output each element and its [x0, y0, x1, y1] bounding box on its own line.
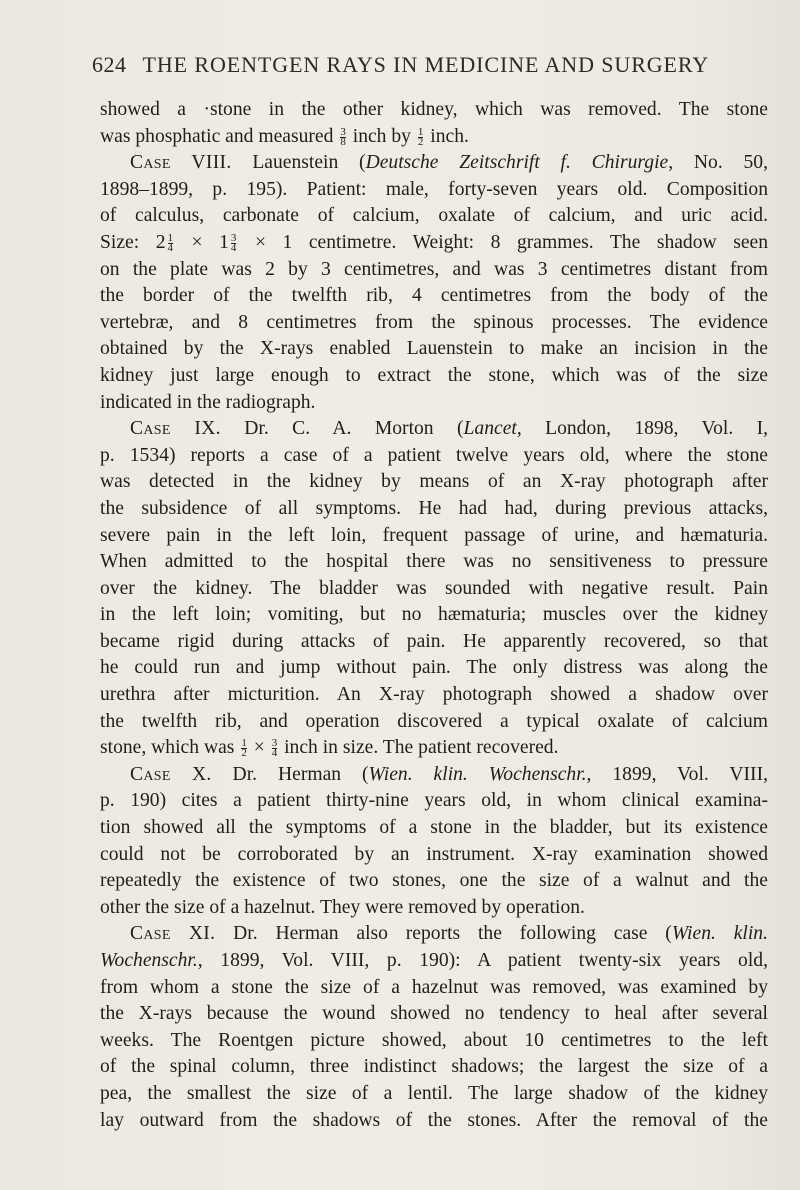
- text-line: 1898–1899, p. 195). Patient: male, forty-seven years old. Composition: [100, 178, 768, 200]
- text-line: severe pain in the left loin, frequent passage of urine, and hæmaturia.: [100, 524, 768, 546]
- text-line: Case IX. Dr. C. A. Morton (Lancet, London, 1898, Vol. I,: [130, 418, 769, 440]
- text-line: could not be corroborated by an instrument. X-ray examination showed: [100, 843, 768, 865]
- case-heading: Case VIII.: [130, 152, 232, 174]
- text-line: of calculus, carbonate of calcium, oxalate of calcium, and uric acid.: [100, 205, 768, 227]
- text-line: Case X. Dr. Herman (Wien. klin. Wochenschr., 1899, Vol. VIII,: [130, 763, 769, 785]
- page-number: 624: [92, 52, 127, 77]
- text-line: the X-rays because the wound showed no tendency to heal after several: [100, 1003, 768, 1025]
- text-line: Case VIII. Lauenstein (Deutsche Zeitschrift f. Chirurgie, No. 50,: [130, 152, 768, 174]
- fraction: $\frac{1}{4}$: [167, 231, 173, 254]
- journal-title: Deutsche Zeitschrift f. Chirurgie: [365, 152, 669, 174]
- text-line: on the plate was 2 by 3 centimetres, and was 3 centimetres distant from: [100, 258, 768, 280]
- running-title: THE ROENTGEN RAYS IN MEDICINE AND SURGERY: [142, 52, 710, 77]
- fraction: $\frac{3}{4}$: [230, 231, 237, 254]
- text-line: indicated in the radiograph.: [100, 391, 316, 413]
- text-line: obtained by the X-rays enabled Lauenstein to make an incision in the: [100, 338, 768, 360]
- text-line: over the kidney. The bladder was sounded with negative result. Pain: [100, 577, 768, 599]
- fraction: $\frac{1}{2}$: [417, 125, 424, 148]
- text-line: repeatedly the existence of two stones, one the size of a walnut and the: [100, 870, 768, 892]
- text-line: was phosphatic and measured $\frac{3}{8}$ inch by $\frac{1}{2}$ inch.: [100, 125, 469, 148]
- text-line: tion showed all the symptoms of a stone in the bladder, but its existence: [100, 817, 768, 839]
- journal-title: Wien. klin. Wochenschr.: [368, 763, 587, 785]
- fraction: $\frac{3}{8}$: [340, 125, 346, 148]
- case-heading: Case XI.: [130, 923, 216, 945]
- text-line: weeks. The Roentgen picture showed, about 10 centimetres to the left: [100, 1029, 768, 1051]
- text-line: When admitted to the hospital there was no sensitiveness to pressure: [100, 551, 768, 573]
- text-line: Case XI. Dr. Herman also reports the following case (Wien. klin.: [130, 923, 768, 945]
- journal-title: Lancet: [463, 418, 517, 440]
- text-line: from whom a stone the size of a hazelnut was removed, was examined by: [100, 976, 768, 998]
- fraction: $\frac{3}{4}$: [271, 737, 278, 760]
- text-line: of the spinal column, three indistinct shadows; the largest the size of a: [100, 1056, 768, 1078]
- text-line: Wochenschr., 1899, Vol. VIII, p. 190): A patient twenty-six years old,: [100, 950, 768, 971]
- text-line: in the left loin; vomiting, but no hæmaturia; muscles over the kidney: [100, 604, 768, 626]
- body-text: [100, 97, 768, 1134]
- text-line: other the size of a hazelnut. They were removed by operation.: [100, 896, 585, 918]
- text-line: the subsidence of all symptoms. He had had, during previous attacks,: [100, 497, 768, 519]
- case-heading: Case IX.: [130, 418, 221, 440]
- text-line: lay outward from the shadows of the stones. After the removal of the: [100, 1109, 768, 1131]
- text-line: showed a ·stone in the other kidney, which was removed. The stone: [100, 99, 768, 120]
- text-line: pea, the smallest the size of a lentil. The large shadow of the kidney: [100, 1082, 768, 1104]
- fraction: $\frac{1}{2}$: [241, 737, 247, 760]
- text-line: he could run and jump without pain. The only distress was along the: [100, 657, 768, 679]
- text-line: stone, which was $\frac{1}{2}$ × $\frac{3}{4}$ inch in size. The patient recovered.: [100, 737, 559, 760]
- journal-title: Wien. klin.: [671, 923, 768, 945]
- text-line: p. 1534) reports a case of a patient twelve years old, where the stone: [100, 444, 768, 466]
- text-line: the border of the twelfth rib, 4 centimetres from the body of the: [100, 285, 768, 307]
- text-line: vertebræ, and 8 centimetres from the spinous processes. The evidence: [100, 311, 768, 333]
- text-line: Size: 2 $\frac{1}{4}$ × 1 $\frac{3}{4}$ × 1 centimetre. Weight: 8 grammes. The shadow seen: [100, 231, 769, 254]
- text-line: urethra after micturition. An X-ray photograph showed a shadow over: [100, 684, 768, 706]
- text-line: was detected in the kidney by means of an X-ray photograph after: [100, 471, 768, 493]
- text-line: the twelfth rib, and operation discovered a typical oxalate of calcium: [100, 710, 768, 732]
- case-heading: Case X.: [130, 763, 212, 785]
- text-line: p. 190) cites a patient thirty-nine years old, in whom clinical examina-: [100, 790, 768, 812]
- journal-title: Wochenschr.: [100, 950, 198, 971]
- text-line: kidney just large enough to extract the stone, which was of the size: [100, 364, 768, 386]
- running-header: [92, 52, 732, 78]
- text-line: became rigid during attacks of pain. He apparently recovered, so that: [100, 630, 768, 652]
